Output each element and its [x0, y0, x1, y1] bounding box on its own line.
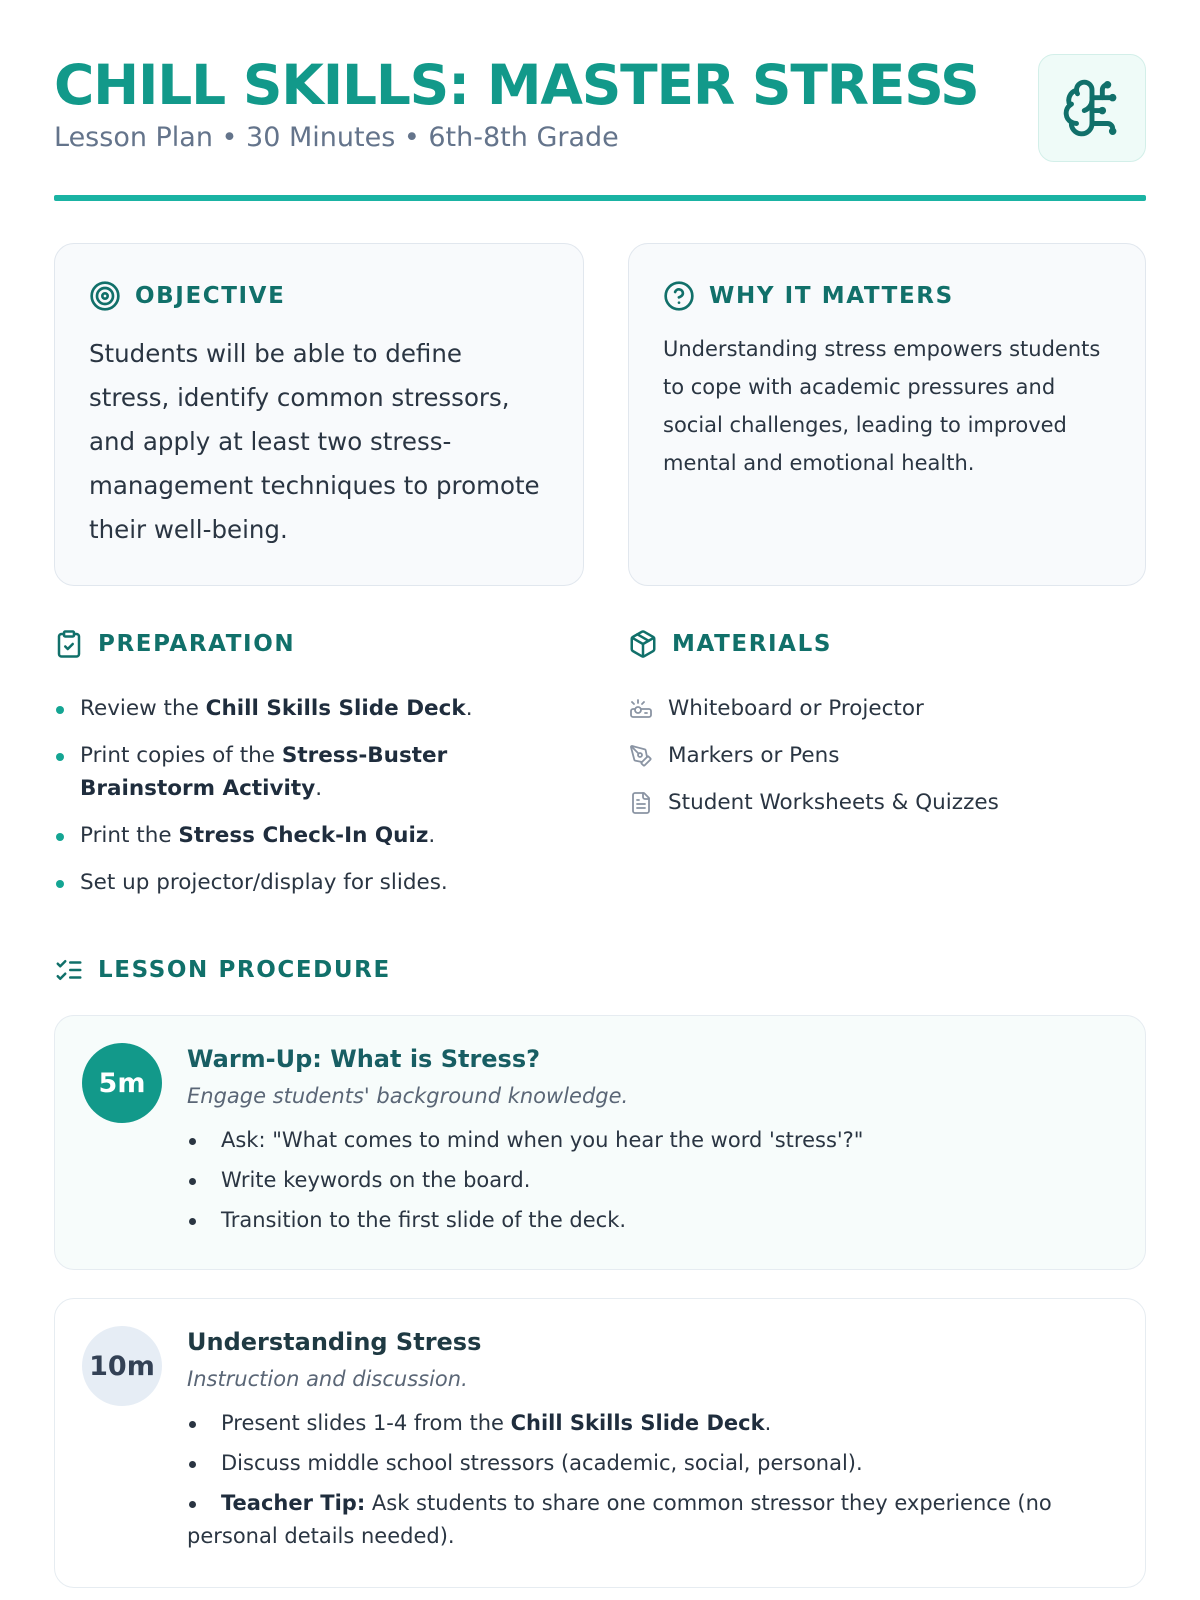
step-subtitle: Instruction and discussion.	[187, 1367, 468, 1391]
preparation-label: PREPARATION	[98, 631, 296, 657]
why-text: Understanding stress empowers students to cope with academic pressures and social challenges, leading to improved mental and emotional health.	[663, 337, 1101, 475]
list-item: Whiteboard or Projector	[628, 692, 1148, 725]
logo-badge	[1038, 54, 1146, 162]
list-item: Discuss middle school stressors (academic, social, personal).	[187, 1447, 1115, 1480]
list-checks-icon	[54, 955, 84, 985]
list-item: Teacher Tip: Ask students to share one common stressor they experience (no personal details needed).	[187, 1491, 1052, 1548]
list-item: Print the Stress Check-In Quiz.	[54, 819, 574, 852]
list-item: Present slides 1-4 from the Chill Skills Slide Deck.	[187, 1407, 1115, 1440]
list-item: Review the Chill Skills Slide Deck.	[54, 692, 574, 725]
step-title: Understanding Stress	[187, 1328, 482, 1356]
list-item: Transition to the first slide of the deck.	[187, 1204, 1115, 1237]
time-badge: 10m	[82, 1326, 162, 1406]
list-item: Student Worksheets & Quizzes	[628, 786, 1148, 819]
objective-heading	[89, 278, 549, 314]
why-label: WHY IT MATTERS	[709, 283, 954, 309]
materials-heading	[628, 626, 832, 662]
preparation-heading	[54, 626, 295, 662]
projector-icon	[629, 697, 653, 721]
list-item: Set up projector/display for slides.	[54, 866, 574, 899]
materials-list	[628, 692, 1148, 833]
why-heading	[663, 278, 1111, 314]
preparation-list	[54, 692, 574, 913]
step-list	[187, 1124, 1115, 1237]
step-subtitle: Engage students' background knowledge.	[187, 1084, 629, 1108]
question-circle-icon	[663, 280, 695, 312]
list-item: Write keywords on the board.	[187, 1164, 1115, 1197]
procedure-label: LESSON PROCEDURE	[98, 957, 391, 983]
procedure-heading	[54, 952, 391, 988]
page-subtitle: Lesson Plan • 30 Minutes • 6th-8th Grade	[54, 122, 619, 153]
procedure-step-warm-up	[54, 1015, 1146, 1270]
clipboard-check-icon	[54, 629, 84, 659]
page-title: CHILL SKILLS: MASTER STRESS	[54, 53, 979, 117]
procedure-step-understanding-stress	[54, 1298, 1146, 1588]
materials-label: MATERIALS	[672, 631, 832, 657]
document-icon	[629, 791, 653, 815]
objective-text: Students will be able to define stress, identify common stressors, and apply at least two stress-management techniques to promote their well-being.	[89, 339, 540, 544]
time-badge: 5m	[82, 1043, 162, 1123]
why-it-matters-card	[628, 243, 1146, 586]
package-icon	[628, 629, 658, 659]
list-item: Markers or Pens	[628, 739, 1148, 772]
list-item: Ask: "What comes to mind when you hear the word 'stress'?"	[187, 1124, 1115, 1157]
brain-icon	[1061, 77, 1123, 139]
step-list	[187, 1407, 1115, 1553]
header-divider	[54, 195, 1146, 201]
step-title: Warm-Up: What is Stress?	[187, 1045, 541, 1073]
page-header	[54, 52, 1146, 204]
list-item: Print copies of the Stress-Buster Brainstorm Activity.	[54, 739, 574, 805]
target-icon	[89, 280, 121, 312]
objective-card	[54, 243, 584, 586]
objective-label: OBJECTIVE	[135, 283, 286, 309]
pen-tool-icon	[629, 744, 653, 768]
